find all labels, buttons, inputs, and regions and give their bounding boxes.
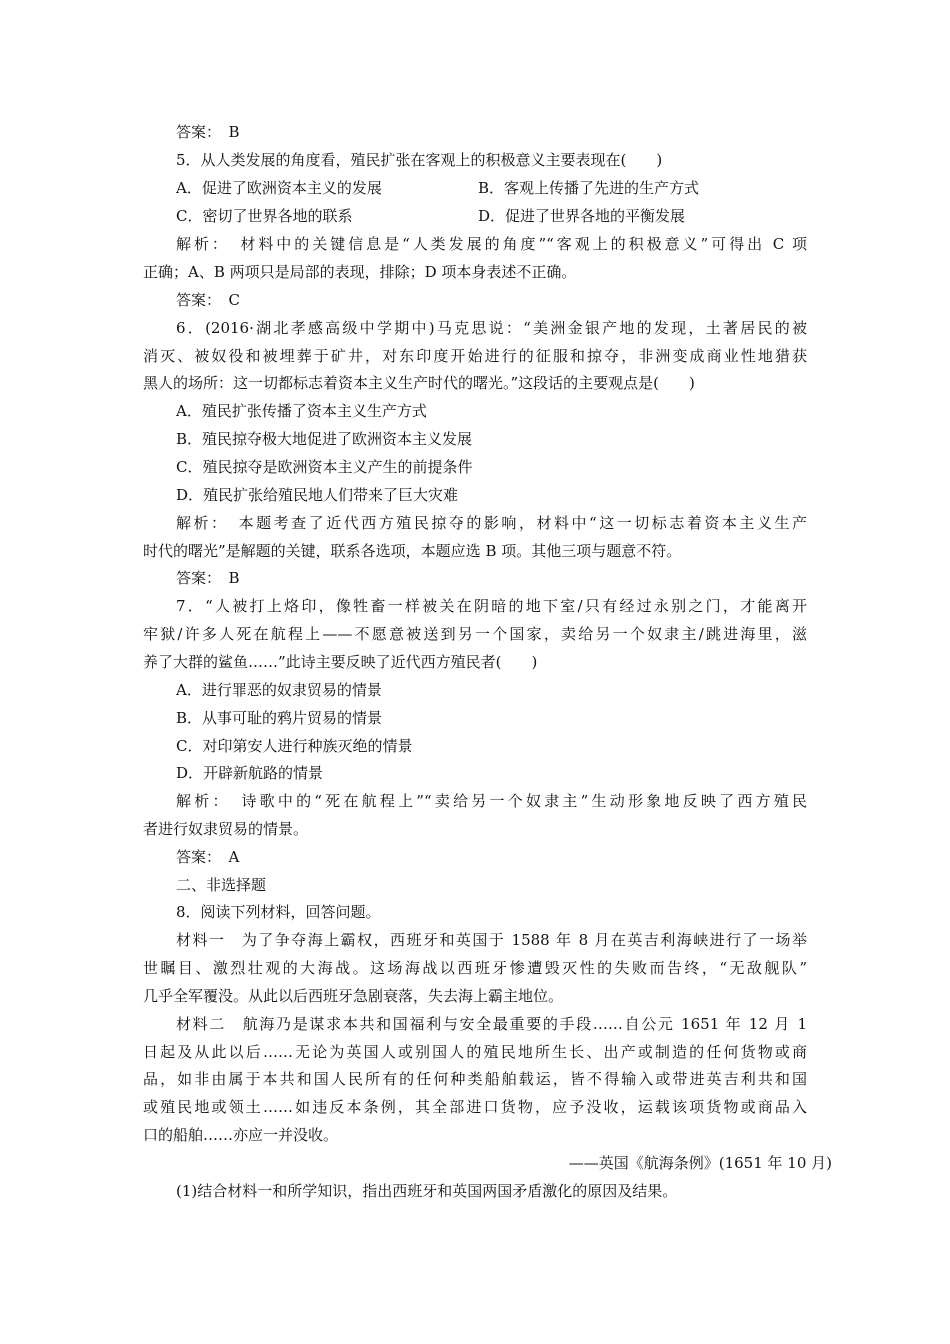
q7-stem-line-2: 牢狱/许多人死在航程上——不愿意被送到另一个国家，卖给另一个奴隶主/跳进海里，滋 [143, 625, 807, 643]
q5-analysis-line-1: 解析： 材料中的关键信息是“人类发展的角度”“客观上的积极意义”可得出 C 项 [176, 235, 807, 253]
q5-analysis-line-2: 正确；A、B 两项只是局部的表现，排除；D 项本身表述不正确。 [143, 263, 577, 281]
q7-option-a: A．进行罪恶的奴隶贸易的情景 [176, 681, 382, 699]
q5-option-b: B．客观上传播了先进的生产方式 [478, 179, 700, 197]
q8-stem: 8．阅读下列材料，回答问题。 [176, 903, 381, 921]
q6-option-d: D．殖民扩张给殖民地人们带来了巨大灾难 [176, 486, 459, 504]
q8-material2-line-5: 口的船舶……亦应一并没收。 [143, 1126, 339, 1144]
q8-source-citation: ——英国《航海条例》(1651 年 10 月) [568, 1154, 832, 1172]
q7-analysis-line-1: 解析： 诗歌中的“死在航程上”“卖给另一个奴隶主”生动形象地反映了西方殖民 [176, 792, 807, 810]
q7-stem-line-1: 7．“人被打上烙印，像牲畜一样被关在阴暗的地下室/只有经过永别之门，才能离开 [176, 597, 807, 615]
q7-option-b: B．从事可耻的鸦片贸易的情景 [176, 709, 383, 727]
q6-option-a: A．殖民扩张传播了资本主义生产方式 [176, 402, 427, 420]
q6-option-c: C．殖民掠夺是欧洲资本主义产生的前提条件 [176, 458, 473, 476]
q8-material1-line-2: 世瞩目、激烈壮观的大海战。这场海战以西班牙惨遭毁灭性的失败而告终，“无敌舰队” [143, 959, 807, 977]
q5-stem: 5．从人类发展的角度看，殖民扩张在客观上的积极意义主要表现在( ) [176, 151, 663, 169]
q7-option-c: C．对印第安人进行种族灭绝的情景 [176, 737, 413, 755]
q6-option-b: B．殖民掠夺极大地促进了欧洲资本主义发展 [176, 430, 473, 448]
q6-answer: 答案： B [176, 569, 240, 587]
q8-material2-line-3: 品，如非由属于本共和国人民所有的任何种类船舶载运，皆不得输入或带进英吉利共和国 [143, 1070, 807, 1088]
q5-option-d: D．促进了世界各地的平衡发展 [478, 207, 686, 225]
q8-material2-line-4: 或殖民地或领土……如违反本条例，其全部进口货物，应予没收，运载该项货物或商品入 [143, 1098, 807, 1116]
q6-stem-line-3: 黑人的场所：这一切都标志着资本主义生产时代的曙光。”这段话的主要观点是( ) [143, 374, 695, 392]
q7-option-d: D．开辟新航路的情景 [176, 764, 324, 782]
q5-option-c: C．密切了世界各地的联系 [176, 207, 353, 225]
q6-stem-line-2: 消灭、被奴役和被埋葬于矿井，对东印度开始进行的征服和掠夺，非洲变成商业性地猎获 [143, 347, 807, 365]
q8-material1-line-1: 材料一 为了争夺海上霸权，西班牙和英国于 1588 年 8 月在英吉利海峡进行了一场举 [176, 931, 807, 949]
q8-material2-line-1: 材料二 航海乃是谋求本共和国福利与安全最重要的手段……自公元 1651 年 12 月 1 [176, 1015, 807, 1033]
q4-answer: 答案： B [176, 123, 240, 141]
q7-answer: 答案： A [176, 848, 240, 866]
q7-analysis-line-2: 者进行奴隶贸易的情景。 [143, 820, 309, 838]
q8-material1-line-3: 几乎全军覆没。从此以后西班牙急剧衰落，失去海上霸主地位。 [143, 987, 564, 1005]
q5-option-a: A．促进了欧洲资本主义的发展 [176, 179, 382, 197]
q8-subquestion-1: (1)结合材料一和所学知识，指出西班牙和英国两国矛盾激化的原因及结果。 [176, 1182, 678, 1200]
section-title-non-choice: 二、非选择题 [176, 876, 267, 894]
q7-stem-line-3: 养了大群的鲨鱼……”此诗主要反映了近代西方殖民者( ) [143, 653, 538, 671]
q5-answer: 答案： C [176, 291, 240, 309]
q6-analysis-line-1: 解析： 本题考查了近代西方殖民掠夺的影响，材料中“这一切标志着资本主义生产 [176, 514, 807, 532]
q6-stem-line-1: 6．(2016·湖北孝感高级中学期中)马克思说：“美洲金银产地的发现，土著居民的被 [176, 319, 807, 337]
q8-material2-line-2: 日起及从此以后……无论为英国人或别国人的殖民地所生长、出产或制造的任何货物或商 [143, 1043, 807, 1061]
q6-analysis-line-2: 时代的曙光”是解题的关键，联系各选项，本题应选 B 项。其他三项与题意不符。 [143, 542, 682, 560]
